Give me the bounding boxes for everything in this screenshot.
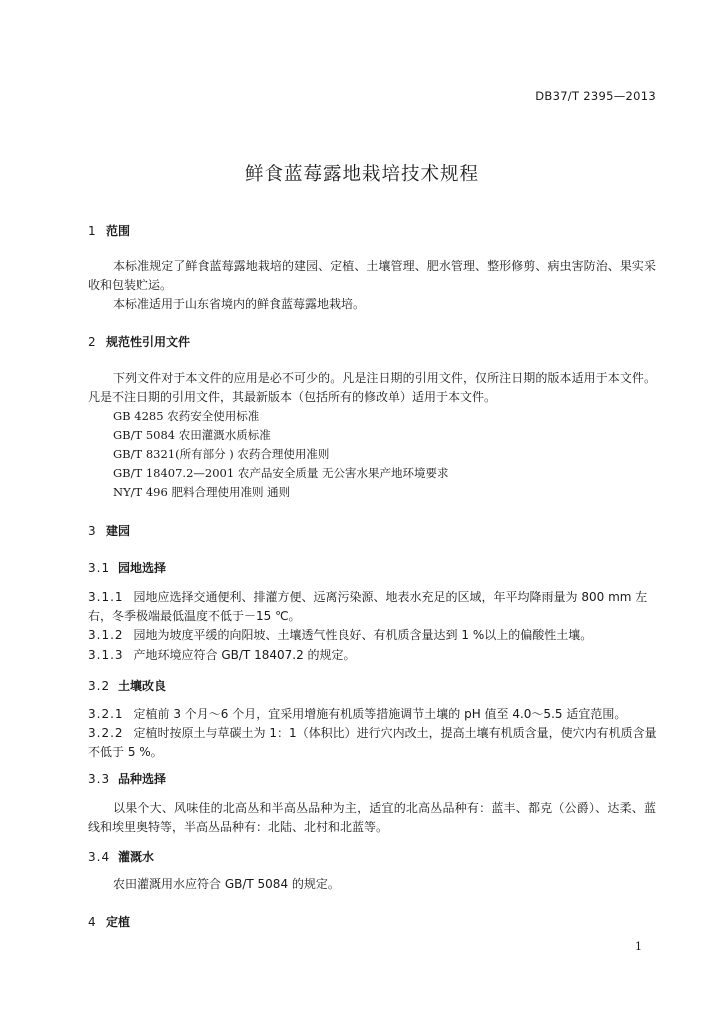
clause-3-2-2 <box>88 724 658 762</box>
subsection-number: 3.3 <box>88 772 111 786</box>
clause-number: 3.1.1 <box>88 590 124 604</box>
clause-text: 园地应选择交通便利、排灌方便、远离污染源、地表水充足的区域，年平均降雨量为 800 mm 左右，冬季极端最低温度不低于－15 ℃。 <box>88 590 648 623</box>
section-number: 4 <box>88 915 96 929</box>
standard-code: DB37/T 2395—2013 <box>535 89 656 103</box>
reference-item: NY/T 496 肥料合理使用准则 通则 <box>113 485 291 499</box>
clause-number: 3.1.3 <box>88 648 124 662</box>
section-number: 1 <box>88 224 96 238</box>
clause-text: 园地为坡度平缓的向阳坡、土壤透气性良好、有机质含量达到 1 %以上的偏酸性土壤。 <box>133 628 593 642</box>
subsection-title: 品种选择 <box>118 772 167 786</box>
subsection-number: 3.2 <box>88 679 111 693</box>
subsection-heading-irrigation-water <box>88 848 154 865</box>
scope-paragraph-1: 本标准规定了鲜食蓝莓露地栽培的建园、定植、土壤管理、肥水管理、整形修剪、病虫害防治、果实采收和包装贮运。 <box>88 259 656 292</box>
subsection-number: 3.4 <box>88 850 111 864</box>
section-heading-scope <box>88 222 130 239</box>
clause-3-1-3 <box>88 646 658 665</box>
reference-item: GB 4285 农药安全使用标准 <box>113 409 260 423</box>
section-heading-planting <box>88 913 130 930</box>
section-heading-orchard-establishment <box>88 522 130 539</box>
subsection-heading-site-selection <box>88 559 166 576</box>
clause-3-1-2 <box>88 626 658 645</box>
section-number: 2 <box>88 335 96 349</box>
clause-3-1-1 <box>88 588 658 626</box>
section-title: 定植 <box>106 915 131 929</box>
section-title: 建园 <box>106 524 131 538</box>
clause-text: 产地环境应符合 GB/T 18407.2 的规定。 <box>133 648 356 662</box>
clause-text: 定植时按原土与草碳土为 1：1（体积比）进行穴内改土，提高土壤有机质含量，使穴内有机质含量不低于 5 %。 <box>88 726 657 759</box>
section-number: 3 <box>88 524 96 538</box>
subsection-number: 3.1 <box>88 561 111 575</box>
clause-number: 3.2.1 <box>88 707 124 721</box>
section-title: 范围 <box>106 224 131 238</box>
document-title: 鲜食蓝莓露地栽培技术规程 <box>244 164 479 185</box>
page-number: 1 <box>635 940 642 953</box>
reference-item: GB/T 18407.2—2001 农产品安全质量 无公害水果产地环境要求 <box>113 466 449 480</box>
clause-text: 定植前 3 个月～6 个月，宜采用增施有机质等措施调节土壤的 pH 值至 4.0～5.5 适宜范围。 <box>133 707 627 721</box>
clause-number: 3.1.2 <box>88 628 124 642</box>
variety-selection-paragraph: 以果个大、风味佳的北高丛和半高丛品种为主，适宜的北高丛品种有：蓝丰、都克（公爵）、达柔、蓝线和埃里奥特等，半高丛品种有：北陆、北村和北蓝等。 <box>88 801 656 834</box>
references-intro-paragraph: 下列文件对于本文件的应用是必不可少的。凡是注日期的引用文件，仅所注日期的版本适用于本文件。凡是不注日期的引用文件，其最新版本（包括所有的修改单）适用于本文件。 <box>88 371 656 404</box>
reference-item: GB/T 5084 农田灌溉水质标准 <box>113 428 271 442</box>
clause-number: 3.2.2 <box>88 726 124 740</box>
subsection-title: 灌溉水 <box>118 850 155 864</box>
scope-paragraph-2: 本标准适用于山东省境内的鲜食蓝莓露地栽培。 <box>113 297 366 311</box>
clause-3-2-1 <box>88 705 658 724</box>
subsection-title: 园地选择 <box>118 561 167 575</box>
subsection-heading-variety-selection <box>88 770 166 787</box>
subsection-title: 土壤改良 <box>118 679 167 693</box>
subsection-heading-soil-improvement <box>88 677 166 694</box>
reference-item: GB/T 8321(所有部分 ) 农药合理使用准则 <box>113 447 330 461</box>
section-title: 规范性引用文件 <box>106 335 191 349</box>
section-heading-normative-references <box>88 333 190 350</box>
irrigation-water-paragraph: 农田灌溉用水应符合 GB/T 5084 的规定。 <box>113 877 340 891</box>
